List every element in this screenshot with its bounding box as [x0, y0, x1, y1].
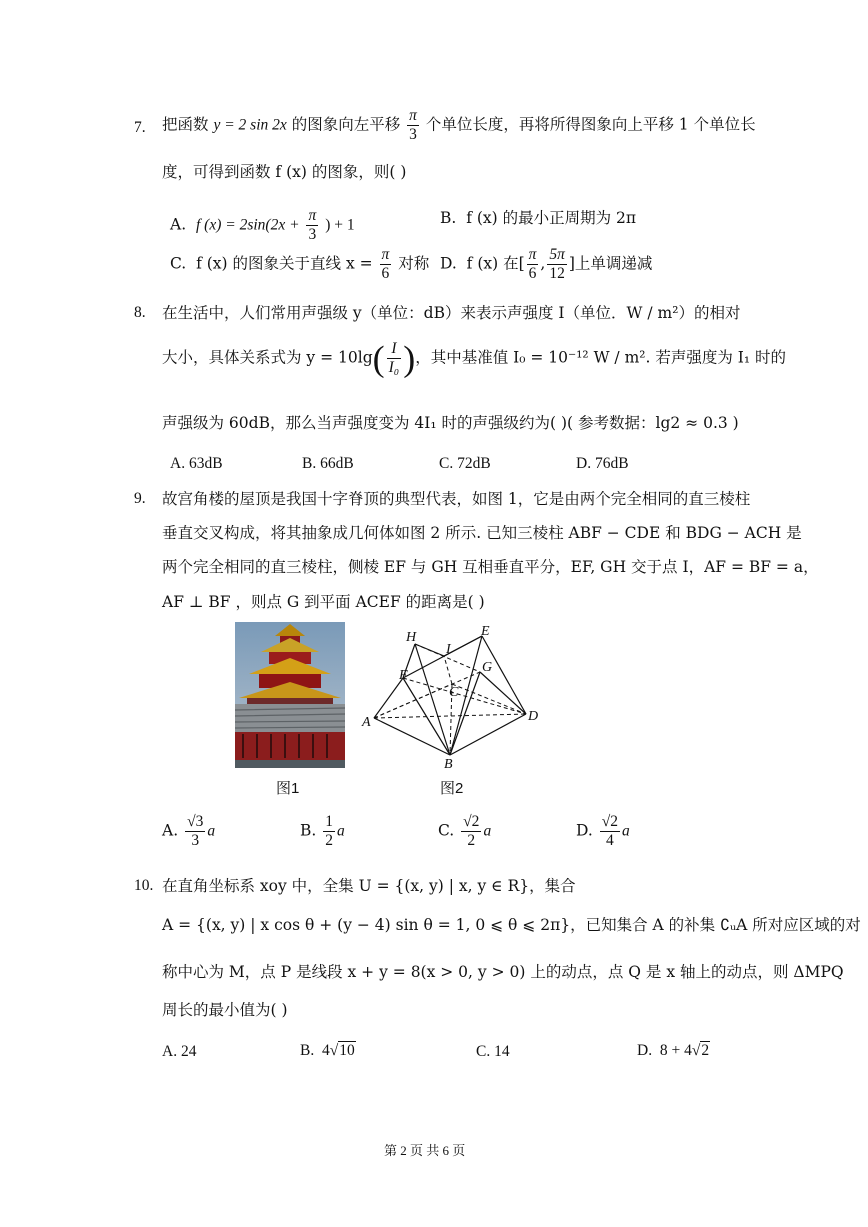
figure-1-caption: 图1 — [276, 780, 300, 797]
figure-2-caption: 图2 — [440, 780, 464, 797]
q9-option-c: C. $\frac{√2}{2}$ a — [438, 813, 492, 849]
q7-stem-text: 的图象向左平移 — [291, 115, 401, 134]
q10-option-c: C. 14 — [476, 1043, 510, 1060]
q7-stem-line1 — [162, 107, 756, 144]
q8-number: 8. — [134, 304, 146, 321]
q9-line2: 垂直交叉构成，将其抽象成几何体如图 2 所示. 已知三棱柱 ABF − CDE 和 BDG − ACH 是 — [162, 524, 802, 542]
point-label-g: G — [482, 660, 493, 675]
q7-option-c: C. f (x) 的图象关于直线 x = $\frac{\pi}{6}$ 对称 — [170, 246, 430, 282]
q9-option-a: A. $\frac{√3}{3}$ a — [162, 813, 216, 849]
q8-option-c: C. 72dB — [439, 455, 491, 472]
q7-option-d: D. f (x) 在[ $\frac{\pi}{6}$ , $\frac{5\pi}{12}$ ]上单调递减 — [440, 246, 653, 282]
point-label-f: F — [399, 668, 408, 683]
q7-stem-text: 个单位长度，再将所得图象向上平移 1 个单位长 — [425, 115, 756, 134]
q7-stem-text: 把函数 — [162, 115, 209, 134]
q9-option-b: B. $\frac{1}{2}$ a — [300, 813, 345, 849]
q7-number: 7. — [134, 119, 146, 136]
q9-number: 9. — [134, 490, 146, 507]
q10-option-b: B. 4√10 — [300, 1042, 355, 1059]
q10-line4: 周长的最小值为( ) — [162, 1001, 288, 1019]
point-label-b: B — [444, 757, 453, 772]
q7-option-a: A. f (x) = 2sin(2x + $\frac{\pi}{3}$ ) + 1 — [170, 207, 355, 243]
q7-shift-fraction: $\frac{\pi}{3}$ — [409, 107, 417, 143]
q8-line3: 声强级为 60dB，那么当声强度变为 4I₁ 时的声强级约为( )( 参考数据：lg2 ≈ 0.3 ) — [162, 414, 739, 432]
q9-line3: 两个完全相同的直三棱柱，侧棱 EF 与 GH 互相垂直平分，EF, GH 交于点 I，AF = BF = a， — [162, 558, 819, 576]
q10-option-d: D. 8 + 4√2 — [637, 1042, 710, 1059]
q10-line2: A = {(x, y) | x cos θ + (y − 4) sin θ = 1, 0 ⩽ θ ⩽ 2π}，已知集合 A 的补集 ∁ᵤA 所对应区域的对 — [162, 916, 861, 934]
q10-number: 10. — [134, 877, 154, 894]
q9-option-d: D. $\frac{√2}{4}$ a — [576, 813, 630, 849]
q8-option-a: A. 63dB — [170, 455, 223, 472]
q8-option-d: D. 76dB — [576, 455, 629, 472]
q7-function: y = 2 sin 2x — [213, 116, 287, 134]
point-label-a: A — [362, 715, 371, 730]
q10-line3: 称中心为 M，点 P 是线段 x + y = 8(x > 0, y > 0) 上的动点，点 Q 是 x 轴上的动点，则 ΔMPQ — [162, 963, 844, 981]
q8-line1: 在生活中，人们常用声强级 y（单位：dB）来表示声强度 I（单位．W / m²）的相对 — [162, 304, 741, 322]
q9-line1: 故宫角楼的屋顶是我国十字脊顶的典型代表，如图 1，它是由两个完全相同的直三棱柱 — [162, 490, 751, 508]
q8-line2: 大小，具体关系式为 y = 10lg( $\frac{I}{\text{I₀}}$ )，其中基准值 I₀ = 10⁻¹² W / m². 若声强度为 I₁ 时的 — [162, 338, 787, 379]
point-label-i: I — [446, 642, 451, 657]
q7-stem-line2: 度，可得到函数 f (x) 的图象，则( ) — [162, 163, 407, 181]
q7-option-b: B. f (x) 的最小正周期为 2π — [440, 209, 637, 227]
q9-line4: AF ⊥ BF ，则点 G 到平面 ACEF 的距离是( ) — [162, 593, 485, 611]
point-label-c: C — [449, 685, 459, 700]
point-label-d: D — [528, 709, 539, 724]
point-label-e: E — [481, 624, 490, 639]
corner-tower-photo — [235, 622, 345, 768]
point-label-h: H — [406, 630, 417, 645]
q10-line1: 在直角坐标系 xoy 中，全集 U = {(x, y) | x, y ∈ R}，集合 — [162, 877, 576, 895]
q8-option-b: B. 66dB — [302, 455, 354, 472]
page-footer: 第 2 页 共 6 页 — [384, 1143, 466, 1158]
prism-diagram — [358, 622, 548, 772]
q10-option-a: A. 24 — [162, 1043, 197, 1060]
